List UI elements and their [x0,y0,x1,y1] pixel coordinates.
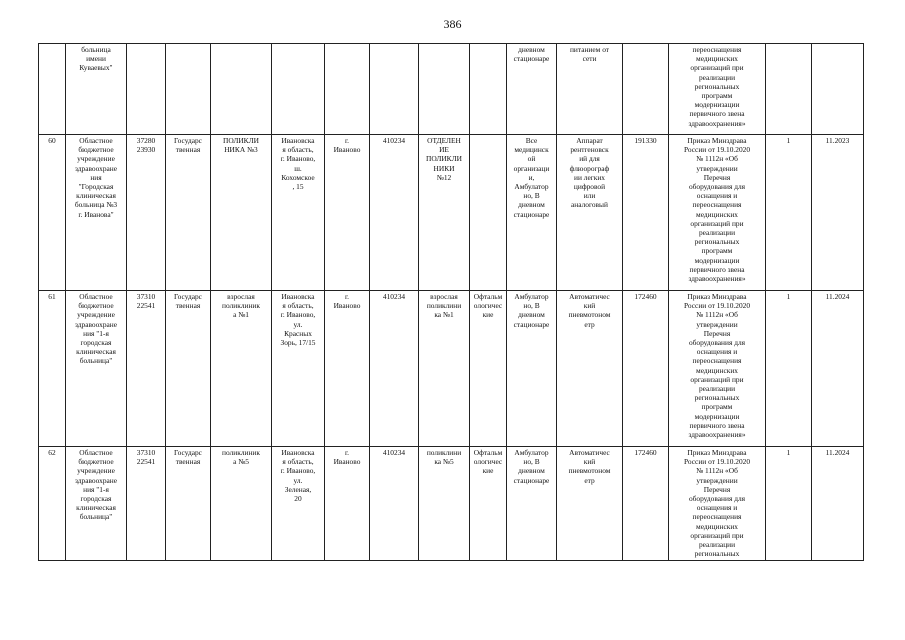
row-number-cell: 62 [39,447,66,561]
unit-cell [419,44,470,135]
address-cell [272,44,325,135]
date-cell: 11.2023 [812,135,864,291]
quantity-cell [766,44,812,135]
page-number: 386 [443,17,462,31]
facility-name-cell: поликлиник а №5 [211,447,272,561]
date-cell [812,44,864,135]
code-cell: 37280 23930 [127,135,166,291]
address-cell: Ивановска я область, г. Иваново, ул. Зеленая, 20 [272,447,325,561]
row-number-cell: 60 [39,135,66,291]
code-cell [127,44,166,135]
basis-cell: Приказ Минздрава России от 19.10.2020 № 1112н «Об утверждении Перечня оборудования для оснащения и переоснащения медицинских организаций при реализации региональных программ модернизации первичного звена здравоохранения» [669,291,766,447]
equipment-code-cell [623,44,669,135]
facility-name-cell: ПОЛИКЛИ НИКА №3 [211,135,272,291]
basis-cell: переоснащения медицинских организаций при реализации региональных программ модернизации первичного звена здравоохранения» [669,44,766,135]
profile-cell: Офтальм ологичес кие [470,447,507,561]
date-cell: 11.2024 [812,291,864,447]
quantity-cell: 1 [766,135,812,291]
equipment-cell: Автоматичес кий пневмотоном етр [557,291,623,447]
code-cell: 37310 22541 [127,291,166,447]
organization-cell: Областное бюджетное учреждение здравоохране ния "Городская клиническая больница №3 г. Иванова" [66,135,127,291]
facility-name-cell: взрослая поликлиник а №1 [211,291,272,447]
okato-cell: 410234 [370,447,419,561]
unit-cell: ОТДЕЛЕН ИЕ ПОЛИКЛИ НИКИ №12 [419,135,470,291]
quantity-cell: 1 [766,447,812,561]
quantity-cell: 1 [766,291,812,447]
condition-cell: Все медицинск ой организаци и, Амбулатор но, В дневном стационаре [507,135,557,291]
condition-cell: дневном стационаре [507,44,557,135]
organization-cell: Областное бюджетное учреждение здравоохране ния "1-я городская клиническая больница" [66,447,127,561]
equipment-code-cell: 172460 [623,291,669,447]
okato-cell: 410234 [370,135,419,291]
basis-cell: Приказ Минздрава России от 19.10.2020 № 1112н «Об утверждении Перечня оборудования для оснащения и переоснащения медицинских организаций при реализации региональных [669,447,766,561]
equipment-code-cell: 191330 [623,135,669,291]
city-cell: г. Иваново [325,291,370,447]
condition-cell: Амбулатор но, В дневном стационаре [507,291,557,447]
ownership-cell [166,44,211,135]
row-number-cell: 61 [39,291,66,447]
equipment-cell: Автоматичес кий пневмотоном етр [557,447,623,561]
equipment-code-cell: 172460 [623,447,669,561]
organization-cell: Областное бюджетное учреждение здравоохране ния "1-я городская клиническая больница" [66,291,127,447]
row-number-cell [39,44,66,135]
code-cell: 37310 22541 [127,447,166,561]
equipment-cell: Аппарат рентгеновск ий для флюорограф ии легких цифровой или аналоговый [557,135,623,291]
table-row [39,447,864,561]
facility-name-cell [211,44,272,135]
ownership-cell: Государс твенная [166,447,211,561]
profile-cell [470,135,507,291]
equipment-cell: питанием от сети [557,44,623,135]
table-row [39,44,864,135]
address-cell: Ивановска я область, г. Иваново, ул. Красных Зорь, 17/15 [272,291,325,447]
condition-cell: Амбулатор но, В дневном стационаре [507,447,557,561]
organization-cell: больница имени Куваевых" [66,44,127,135]
table-row [39,135,864,291]
unit-cell: взрослая поликлини ка №1 [419,291,470,447]
okato-cell: 410234 [370,291,419,447]
equipment-table [38,43,864,561]
date-cell: 11.2024 [812,447,864,561]
city-cell: г. Иваново [325,447,370,561]
ownership-cell: Государс твенная [166,291,211,447]
basis-cell: Приказ Минздрава России от 19.10.2020 № 1112н «Об утверждении Перечня оборудования для оснащения и переоснащения медицинских организаций при реализации региональных программ модернизации первичного звена здравоохранения» [669,135,766,291]
city-cell: г. Иваново [325,135,370,291]
okato-cell [370,44,419,135]
profile-cell: Офтальм ологичес кие [470,291,507,447]
table-row [39,291,864,447]
ownership-cell: Государс твенная [166,135,211,291]
profile-cell [470,44,507,135]
address-cell: Ивановска я область, г. Иваново, ш. Кохомское , 15 [272,135,325,291]
unit-cell: поликлини ка №5 [419,447,470,561]
city-cell [325,44,370,135]
